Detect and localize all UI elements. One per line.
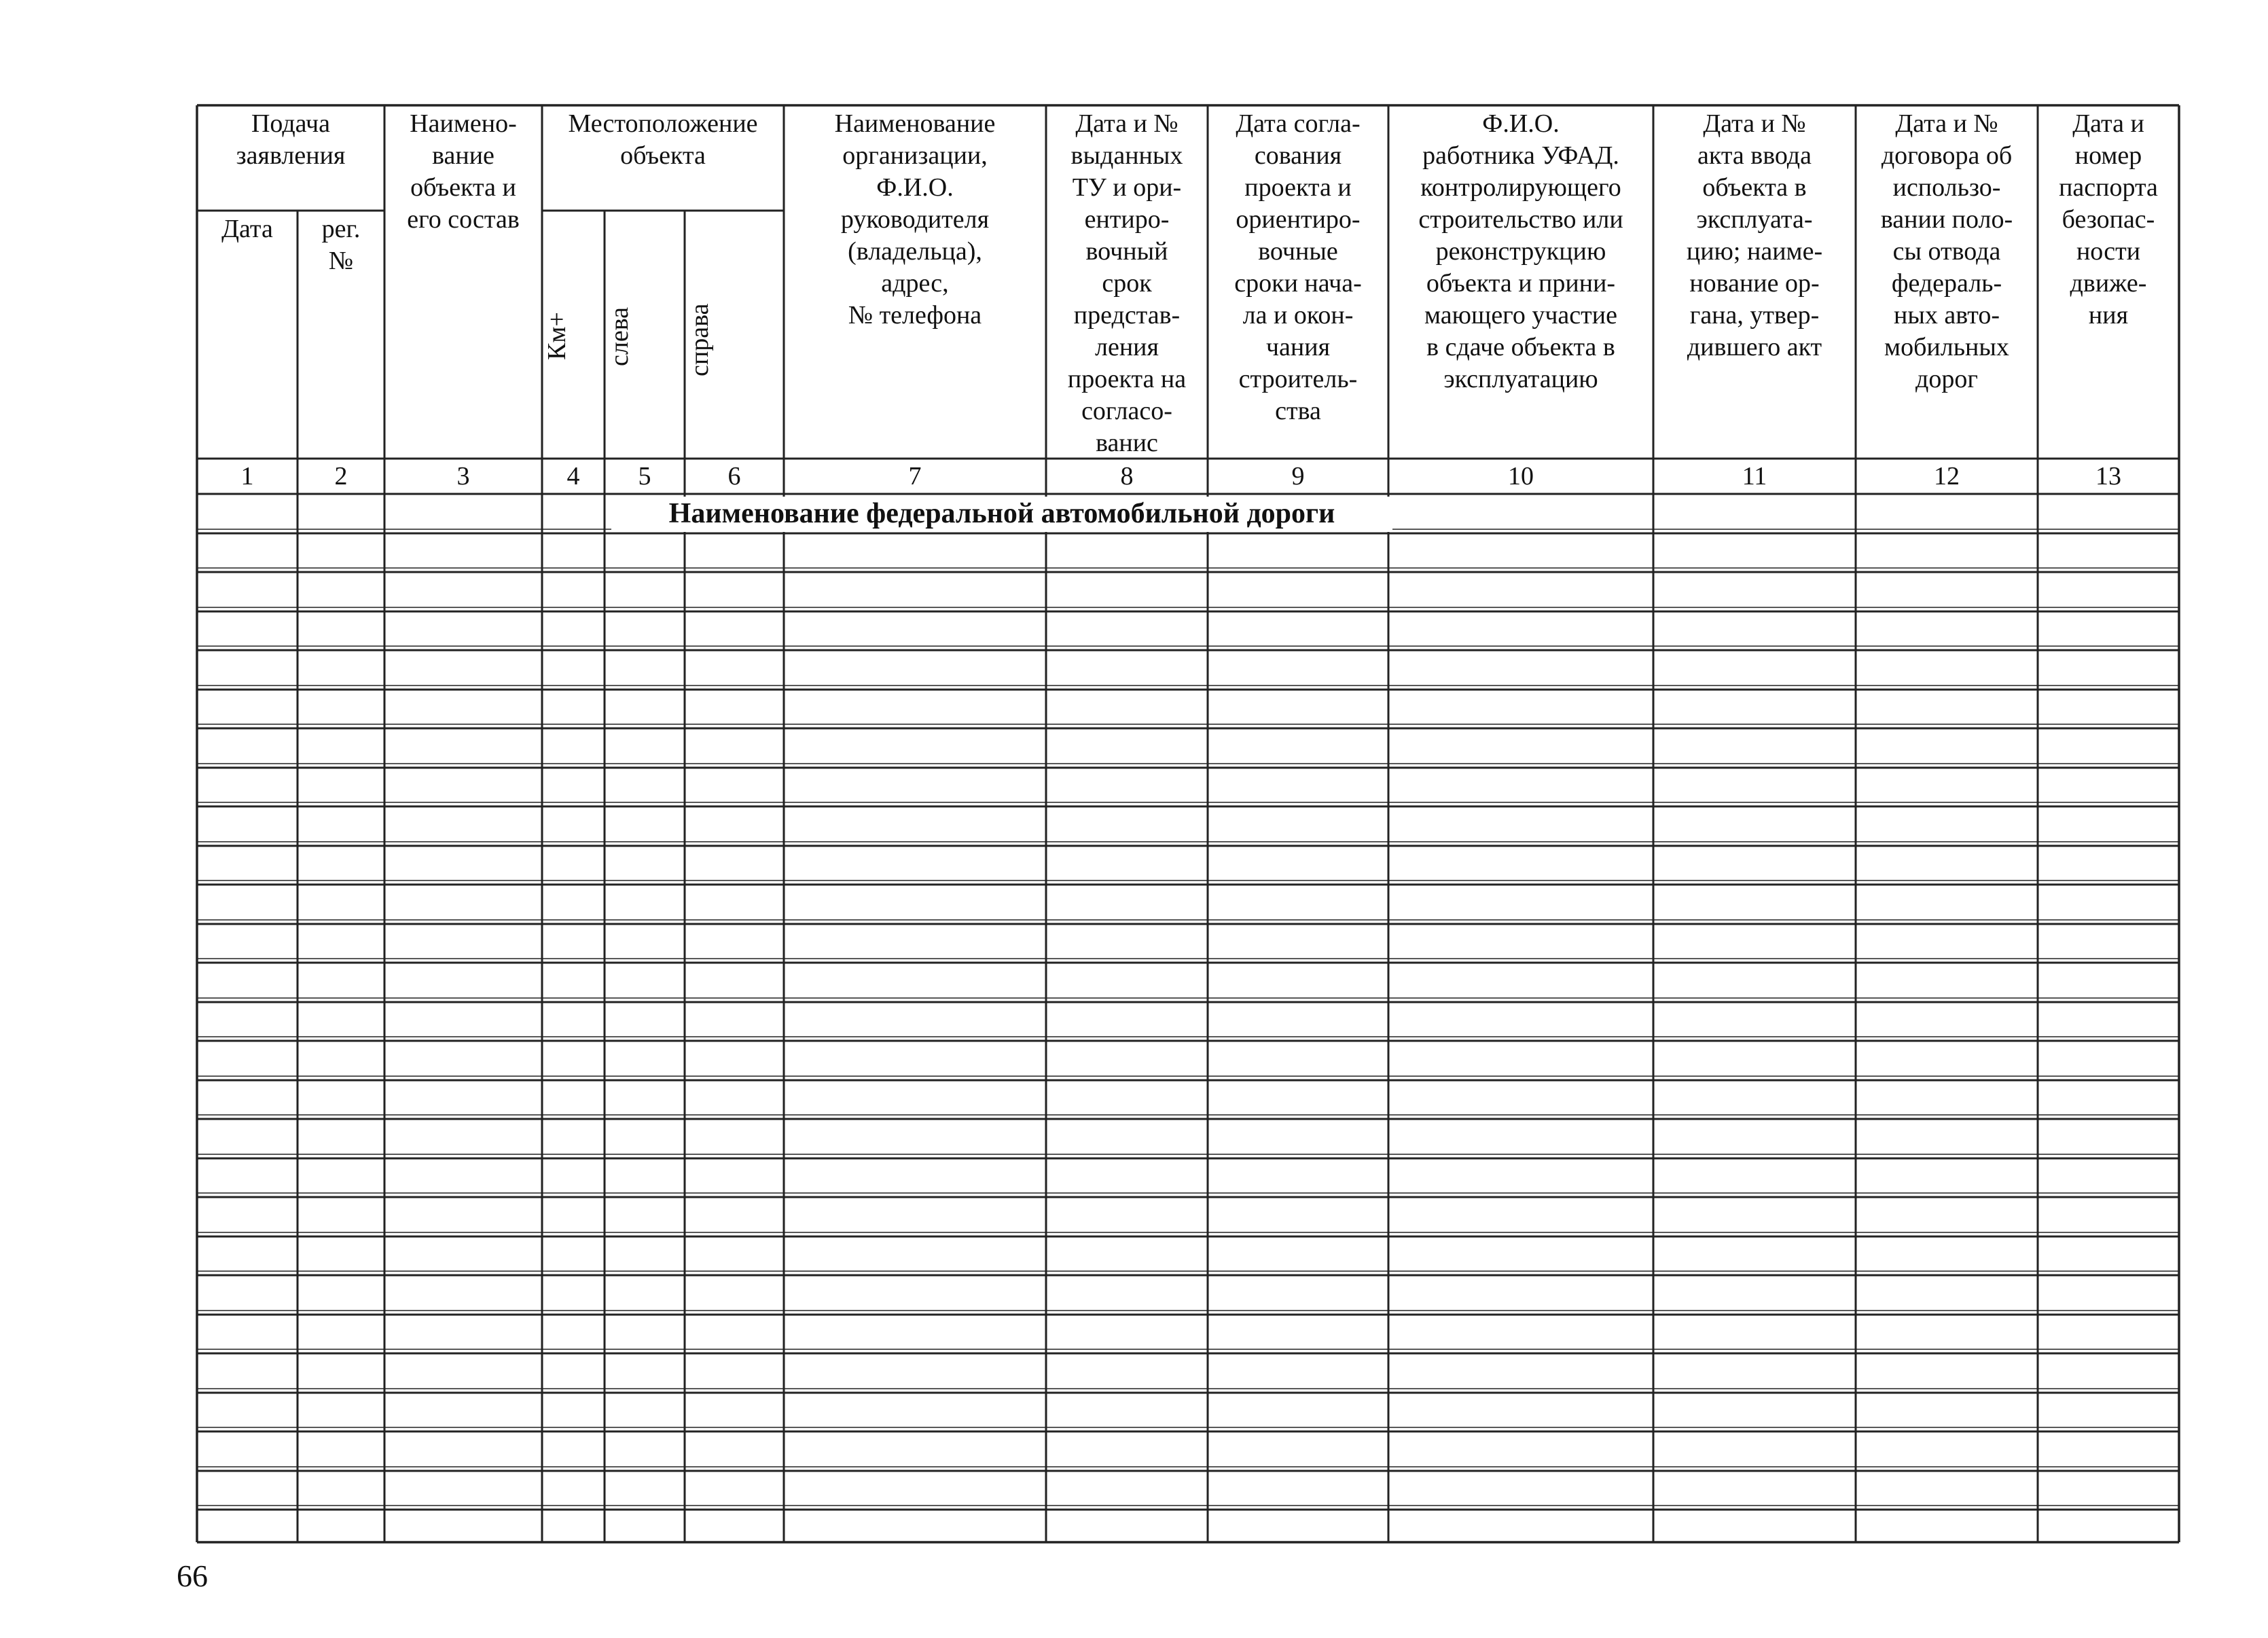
column-number: 8 bbox=[1120, 462, 1134, 491]
column-number: 6 bbox=[727, 462, 741, 491]
road-title: Наименование федеральной автомобильной дороги bbox=[611, 497, 1392, 532]
header-podacha: Подача заявления bbox=[236, 109, 346, 170]
header-km: Км+ bbox=[543, 312, 571, 361]
header-sprava: справа bbox=[685, 303, 714, 376]
column-number: 2 bbox=[334, 462, 348, 491]
header-reg-no: рег. № bbox=[321, 215, 361, 275]
column-number: 3 bbox=[456, 462, 470, 491]
column-number: 7 bbox=[908, 462, 922, 491]
column-number: 12 bbox=[1934, 462, 1960, 491]
header-safety-passport: Дата и номер паспорта безопас- ности движе- ния bbox=[2059, 109, 2158, 330]
header-contract: Дата и № договора об использо- вании поло- сы отвода федераль- ных авто- мобильных дорог bbox=[1880, 109, 2013, 393]
header-location: Местоположение объекта bbox=[568, 109, 758, 170]
header-object-name: Наимено- вание объекта и его состав bbox=[407, 109, 520, 234]
header-ufad-employee: Ф.И.О. работника УФАД. контролирующего строительство или реконструкцию объекта и прини- мающего участие в сдаче объекта в эксплуатацию bbox=[1418, 109, 1623, 393]
column-number: 10 bbox=[1508, 462, 1534, 491]
header-tu-date: Дата и № выданных ТУ и ори- ентиро- вочный срок представ- ления проекта на согласо- ванис bbox=[1067, 109, 1187, 457]
header-commissioning-act: Дата и № акта ввода объекта в эксплуата- цию; наиме- нование ор- гана, утвер- дившего акт bbox=[1686, 109, 1823, 361]
page-number: 66 bbox=[177, 1559, 208, 1593]
column-number: 13 bbox=[2095, 462, 2121, 491]
column-number: 11 bbox=[1742, 462, 1767, 491]
column-number: 1 bbox=[240, 462, 254, 491]
header-organization: Наименование организации, Ф.И.О. руководителя (владельца), адрес, № телефона bbox=[834, 109, 996, 330]
header-approval-date: Дата согла- сования проекта и ориентиро- вочные сроки нача- ла и окон- чания строитель- ства bbox=[1234, 109, 1362, 425]
column-number: 9 bbox=[1291, 462, 1305, 491]
header-data: Дата bbox=[221, 215, 273, 243]
column-number: 4 bbox=[566, 462, 580, 491]
header-sleva: слева bbox=[605, 306, 634, 366]
column-number: 5 bbox=[638, 462, 651, 491]
